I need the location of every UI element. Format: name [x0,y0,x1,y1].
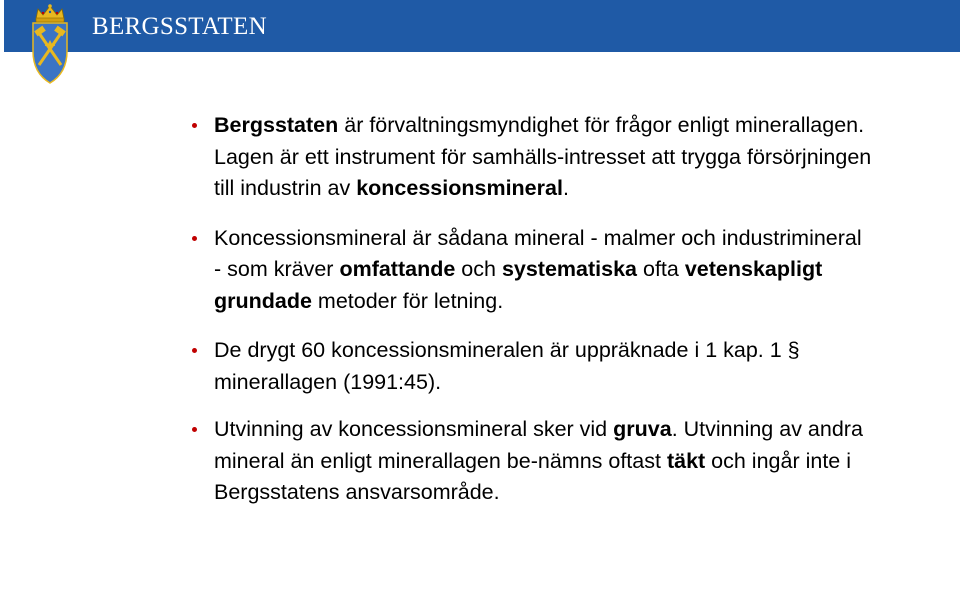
text-run: och [455,257,502,281]
brand-title: BERGSSTATEN [92,13,267,40]
bullet-item [192,335,872,398]
bullet-item [192,223,872,318]
text-run: Koncessionsmineral är sådana mineral - malmer och industrimineral - som kräver [214,225,862,281]
bullet-list [192,110,872,509]
text-run: . [562,176,569,200]
bullet-text [214,226,862,313]
bullet-marker [192,348,197,353]
text-run: ofta [637,257,685,281]
bullet-item [192,110,872,205]
text-run: . Utvinning av andra mineral än enligt minerallagen be-nämns oftast [214,417,863,473]
bullet-marker [192,427,197,432]
bullet-text [214,338,800,394]
text-run: är förvaltningsmyndighet för frågor enligt minerallagen. Lagen är ett instrument för samhälls-intresset att trygga försörjningen till industrin av [214,113,872,200]
bullet-item [192,414,872,509]
bullet-marker [192,236,197,241]
text-run: metoder för letning. [311,288,504,313]
bold-text: systematiska [501,257,638,281]
bullet-marker [192,123,197,128]
bold-text: koncessionsmineral [356,176,563,200]
bold-text: vetenskapligt grundade [214,257,823,313]
bold-text: omfattande [339,257,456,281]
text-run: och ingår inte i Bergsstatens ansvarsområde. [214,448,851,504]
coat-of-arms-icon [28,3,72,85]
bullet-text [214,417,863,504]
text-run: De drygt 60 koncessionsmineralen är uppräknade i 1 kap. 1 § minerallagen (1991:45). [214,338,800,394]
bold-text: Bergsstaten [214,113,339,137]
text-run: Utvinning av koncessionsmineral sker vid [214,417,614,441]
bullet-text [214,113,871,200]
bold-text: gruva [613,417,672,441]
bold-text: täkt [666,448,706,473]
